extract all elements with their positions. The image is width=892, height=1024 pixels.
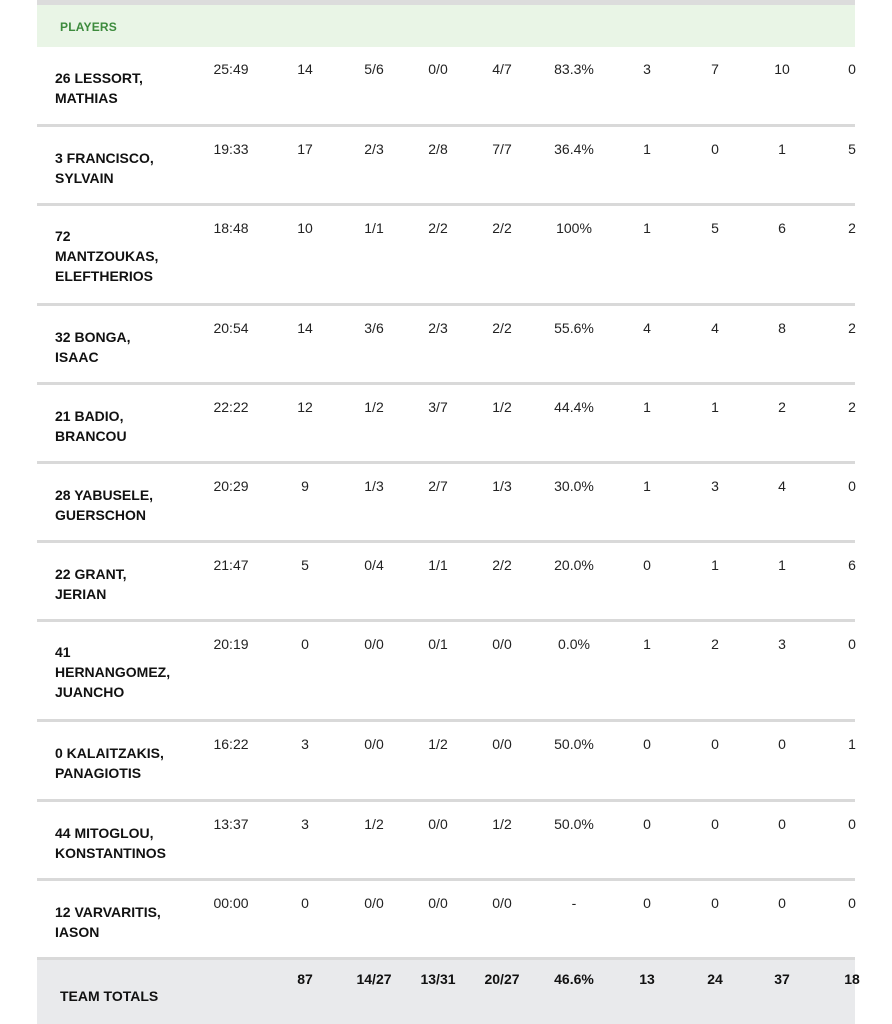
stat-field-goal-pct: 83.3% bbox=[554, 61, 594, 77]
stat-total-rebounds: 4 bbox=[778, 478, 786, 494]
total-off-rebounds: 13 bbox=[639, 971, 655, 987]
stat-assists: 5 bbox=[848, 141, 856, 157]
team-totals-label: TEAM TOTALS bbox=[60, 988, 159, 1004]
player-name-line: JUANCHO bbox=[55, 684, 125, 700]
stat-field-goal-pct: 20.0% bbox=[554, 557, 594, 573]
stat-assists: 6 bbox=[848, 557, 856, 573]
stat-total-rebounds: 1 bbox=[778, 141, 786, 157]
player-name[interactable] bbox=[55, 327, 195, 367]
stat-points: 5 bbox=[301, 557, 309, 573]
stat-off-rebounds: 1 bbox=[643, 220, 651, 236]
total-three-pointers: 13/31 bbox=[420, 971, 456, 987]
total-two-pointers: 14/27 bbox=[356, 971, 392, 987]
stat-points: 0 bbox=[301, 636, 309, 652]
stat-def-rebounds: 3 bbox=[711, 478, 719, 494]
table-row bbox=[37, 464, 855, 543]
stat-off-rebounds: 0 bbox=[643, 816, 651, 832]
stat-three-pointers: 2/3 bbox=[428, 320, 448, 336]
player-name[interactable] bbox=[55, 68, 195, 108]
stat-assists: 0 bbox=[848, 478, 856, 494]
table-row bbox=[37, 306, 855, 385]
stat-points: 12 bbox=[297, 399, 313, 415]
player-name-line: 22 GRANT, bbox=[55, 566, 127, 582]
stat-two-pointers: 0/0 bbox=[364, 895, 384, 911]
stat-field-goal-pct: - bbox=[571, 895, 577, 911]
stat-assists: 2 bbox=[848, 320, 856, 336]
stat-minutes: 20:19 bbox=[213, 636, 249, 652]
stat-three-pointers: 2/7 bbox=[428, 478, 448, 494]
stat-free-throws: 1/2 bbox=[492, 816, 512, 832]
stat-field-goal-pct: 50.0% bbox=[554, 736, 594, 752]
player-name-line: SYLVAIN bbox=[55, 170, 114, 186]
team-totals-row bbox=[37, 960, 860, 1024]
table-row bbox=[37, 802, 855, 881]
stat-minutes: 21:47 bbox=[213, 557, 249, 573]
stat-three-pointers: 0/0 bbox=[428, 895, 448, 911]
stat-two-pointers: 2/3 bbox=[364, 141, 384, 157]
stat-free-throws: 2/2 bbox=[492, 320, 512, 336]
stat-assists: 2 bbox=[848, 399, 856, 415]
stat-assists: 1 bbox=[848, 736, 856, 752]
stat-field-goal-pct: 30.0% bbox=[554, 478, 594, 494]
player-name-line: KONSTANTINOS bbox=[55, 845, 166, 861]
stat-three-pointers: 2/8 bbox=[428, 141, 448, 157]
stat-two-pointers: 1/2 bbox=[364, 399, 384, 415]
stat-def-rebounds: 1 bbox=[711, 557, 719, 573]
stat-assists: 0 bbox=[848, 61, 856, 77]
table-row bbox=[37, 206, 855, 306]
stat-free-throws: 7/7 bbox=[492, 141, 512, 157]
player-name[interactable] bbox=[55, 485, 195, 525]
players-header bbox=[37, 5, 855, 49]
player-name-line: JERIAN bbox=[55, 586, 107, 602]
stat-off-rebounds: 1 bbox=[643, 141, 651, 157]
stat-total-rebounds: 8 bbox=[778, 320, 786, 336]
player-name-line: PANAGIOTIS bbox=[55, 765, 142, 781]
stat-free-throws: 4/7 bbox=[492, 61, 512, 77]
stat-field-goal-pct: 44.4% bbox=[554, 399, 594, 415]
stat-def-rebounds: 0 bbox=[711, 816, 719, 832]
stat-assists: 0 bbox=[848, 816, 856, 832]
stat-total-rebounds: 10 bbox=[774, 61, 790, 77]
stat-minutes: 00:00 bbox=[213, 895, 249, 911]
stat-three-pointers: 0/0 bbox=[428, 61, 448, 77]
box-score-table bbox=[37, 0, 860, 1024]
stat-points: 3 bbox=[301, 736, 309, 752]
stat-off-rebounds: 4 bbox=[643, 320, 651, 336]
player-name-line: 41 bbox=[55, 644, 71, 660]
stat-def-rebounds: 5 bbox=[711, 220, 719, 236]
player-name-line: ELEFTHERIOS bbox=[55, 268, 154, 284]
stat-points: 14 bbox=[297, 61, 313, 77]
stat-free-throws: 2/2 bbox=[492, 557, 512, 573]
player-name-line: 12 VARVARITIS, bbox=[55, 904, 161, 920]
stat-field-goal-pct: 50.0% bbox=[554, 816, 594, 832]
stat-assists: 0 bbox=[848, 895, 856, 911]
player-name[interactable] bbox=[55, 148, 195, 188]
stat-total-rebounds: 3 bbox=[778, 636, 786, 652]
stat-points: 14 bbox=[297, 320, 313, 336]
stat-off-rebounds: 0 bbox=[643, 736, 651, 752]
player-name-line: 3 FRANCISCO, bbox=[55, 150, 154, 166]
stat-def-rebounds: 1 bbox=[711, 399, 719, 415]
stat-total-rebounds: 0 bbox=[778, 736, 786, 752]
stat-three-pointers: 3/7 bbox=[428, 399, 448, 415]
stat-total-rebounds: 0 bbox=[778, 895, 786, 911]
stat-points: 3 bbox=[301, 816, 309, 832]
stat-three-pointers: 0/1 bbox=[428, 636, 448, 652]
player-name[interactable] bbox=[55, 226, 195, 286]
stat-two-pointers: 5/6 bbox=[364, 61, 384, 77]
stat-minutes: 19:33 bbox=[213, 141, 249, 157]
player-name-line: MANTZOUKAS, bbox=[55, 248, 159, 264]
stat-def-rebounds: 0 bbox=[711, 141, 719, 157]
stat-two-pointers: 1/3 bbox=[364, 478, 384, 494]
stat-off-rebounds: 1 bbox=[643, 399, 651, 415]
stat-off-rebounds: 0 bbox=[643, 895, 651, 911]
stat-assists: 2 bbox=[848, 220, 856, 236]
stat-field-goal-pct: 100% bbox=[556, 220, 592, 236]
table-row bbox=[37, 47, 855, 127]
stat-def-rebounds: 4 bbox=[711, 320, 719, 336]
stat-free-throws: 0/0 bbox=[492, 895, 512, 911]
stat-minutes: 25:49 bbox=[213, 61, 249, 77]
player-name-line: IASON bbox=[55, 924, 100, 940]
stat-three-pointers: 0/0 bbox=[428, 816, 448, 832]
total-free-throws: 20/27 bbox=[484, 971, 520, 987]
player-name-line: 32 BONGA, bbox=[55, 329, 131, 345]
stat-field-goal-pct: 0.0% bbox=[558, 636, 590, 652]
player-name[interactable] bbox=[55, 564, 195, 604]
stat-free-throws: 2/2 bbox=[492, 220, 512, 236]
table-row bbox=[37, 881, 855, 960]
player-name-line: 72 bbox=[55, 228, 71, 244]
stat-points: 10 bbox=[297, 220, 313, 236]
stat-total-rebounds: 6 bbox=[778, 220, 786, 236]
player-name-line: GUERSCHON bbox=[55, 507, 147, 523]
stat-minutes: 20:29 bbox=[213, 478, 249, 494]
stat-points: 17 bbox=[297, 141, 313, 157]
stat-minutes: 18:48 bbox=[213, 220, 249, 236]
stat-two-pointers: 0/0 bbox=[364, 736, 384, 752]
stat-three-pointers: 2/2 bbox=[428, 220, 448, 236]
stat-two-pointers: 1/1 bbox=[364, 220, 384, 236]
table-row bbox=[37, 543, 855, 622]
stat-def-rebounds: 7 bbox=[711, 61, 719, 77]
total-def-rebounds: 24 bbox=[707, 971, 723, 987]
stat-free-throws: 0/0 bbox=[492, 636, 512, 652]
player-name-line: HERNANGOMEZ, bbox=[55, 664, 171, 680]
player-name-line: 28 YABUSELE, bbox=[55, 487, 154, 503]
table-row bbox=[37, 127, 855, 206]
player-name[interactable] bbox=[55, 823, 195, 863]
player-name-line: 21 BADIO, bbox=[55, 408, 124, 424]
stat-points: 9 bbox=[301, 478, 309, 494]
stat-off-rebounds: 3 bbox=[643, 61, 651, 77]
player-name-line: BRANCOU bbox=[55, 428, 127, 444]
player-name[interactable] bbox=[55, 642, 195, 702]
player-name[interactable] bbox=[55, 743, 195, 783]
stat-two-pointers: 1/2 bbox=[364, 816, 384, 832]
stat-two-pointers: 0/4 bbox=[364, 557, 384, 573]
stat-three-pointers: 1/2 bbox=[428, 736, 448, 752]
stat-off-rebounds: 1 bbox=[643, 478, 651, 494]
table-row bbox=[37, 722, 855, 802]
stat-two-pointers: 0/0 bbox=[364, 636, 384, 652]
table-row bbox=[37, 385, 855, 464]
stat-def-rebounds: 0 bbox=[711, 736, 719, 752]
stat-minutes: 22:22 bbox=[213, 399, 249, 415]
player-name-line: 44 MITOGLOU, bbox=[55, 825, 154, 841]
stat-free-throws: 1/3 bbox=[492, 478, 512, 494]
player-name-line: MATHIAS bbox=[55, 90, 118, 106]
stat-off-rebounds: 0 bbox=[643, 557, 651, 573]
total-total-rebounds: 37 bbox=[774, 971, 790, 987]
player-name[interactable] bbox=[55, 902, 195, 942]
stat-total-rebounds: 1 bbox=[778, 557, 786, 573]
stat-minutes: 16:22 bbox=[213, 736, 249, 752]
player-name-line: 26 LESSORT, bbox=[55, 70, 143, 86]
table-row bbox=[37, 622, 855, 722]
stat-total-rebounds: 2 bbox=[778, 399, 786, 415]
stat-total-rebounds: 0 bbox=[778, 816, 786, 832]
stat-two-pointers: 3/6 bbox=[364, 320, 384, 336]
stat-field-goal-pct: 36.4% bbox=[554, 141, 594, 157]
stat-points: 0 bbox=[301, 895, 309, 911]
stat-def-rebounds: 2 bbox=[711, 636, 719, 652]
stat-off-rebounds: 1 bbox=[643, 636, 651, 652]
stat-free-throws: 0/0 bbox=[492, 736, 512, 752]
players-header-label: PLAYERS bbox=[60, 20, 117, 34]
stat-minutes: 13:37 bbox=[213, 816, 249, 832]
total-points: 87 bbox=[297, 971, 313, 987]
total-assists: 18 bbox=[844, 971, 860, 987]
stat-assists: 0 bbox=[848, 636, 856, 652]
total-field-goal-pct: 46.6% bbox=[554, 971, 594, 987]
stat-three-pointers: 1/1 bbox=[428, 557, 448, 573]
stat-def-rebounds: 0 bbox=[711, 895, 719, 911]
stat-free-throws: 1/2 bbox=[492, 399, 512, 415]
stat-minutes: 20:54 bbox=[213, 320, 249, 336]
player-name-line: 0 KALAITZAKIS, bbox=[55, 745, 164, 761]
player-name-line: ISAAC bbox=[55, 349, 99, 365]
stat-field-goal-pct: 55.6% bbox=[554, 320, 594, 336]
player-name[interactable] bbox=[55, 406, 195, 446]
